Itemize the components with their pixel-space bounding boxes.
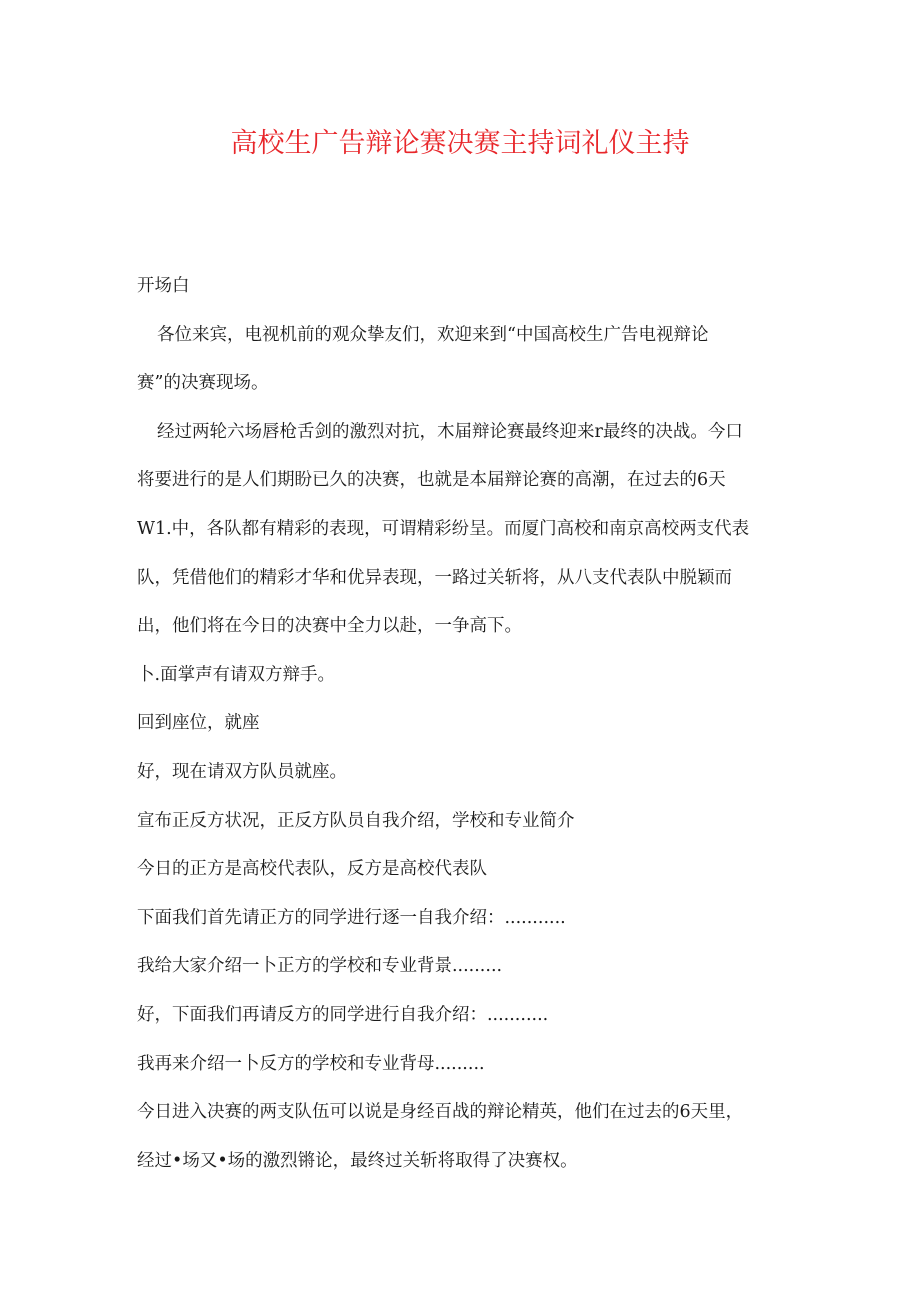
paragraph-line: 我给大家介绍一卜正方的学校和专业背景.........	[137, 956, 503, 977]
paragraph-line: 队，凭借他们的精彩才华和优异表现，一路过关斩将，从八支代表队中脱颖而	[137, 567, 732, 588]
paragraph-line: 回到座位，就座	[137, 713, 260, 734]
paragraph-line: 卜.面掌声有请双方辩手。	[137, 664, 336, 685]
paragraph-line: W1.中，各队都有精彩的表现，可谓精彩纷呈。而厦门高校和南京高校两支代表	[137, 518, 750, 539]
paragraph-line: 好，下面我们再请反方的同学进行自我介绍：...........	[137, 1004, 549, 1025]
document-body	[137, 262, 787, 1185]
paragraph-line: 经过•场又•场的激烈锵论，最终过关斩将取得了决赛权。	[137, 1150, 578, 1171]
paragraph-line: 今日的正方是高校代表队，反方是高校代表队	[137, 859, 487, 880]
section-heading-opening: 开场白	[137, 276, 190, 296]
paragraph-line: 好，现在请双方队员就座。	[137, 761, 347, 782]
paragraph-line: 将要进行的是人们期盼已久的决赛，也就是本届辩论赛的高潮，在过去的6天	[137, 470, 726, 491]
paragraph-line: 今日进入决赛的两支队伍可以说是身经百战的辩论精英，他们在过去的6天里，	[137, 1102, 744, 1123]
document-title: 高校生广告辩论赛决赛主持词礼仪主持	[230, 128, 690, 159]
paragraph-line: 经过两轮六场唇枪舌剑的激烈对抗，木届辩论赛最终迎来r最终的决战。今口	[157, 421, 743, 442]
paragraph-line: 我再来介绍一卜反方的学校和专业背母.........	[137, 1053, 485, 1074]
paragraph-line: 赛”的决赛现场。	[137, 373, 269, 394]
paragraph-line: 各位来宾，电视机前的观众挚友们，欢迎来到“中国高校生广告电视辩论	[157, 324, 709, 345]
paragraph-line: 宣布正反方状况，正反方队员自我介绍，学校和专业简介	[137, 810, 575, 831]
paragraph-line: 出，他们将在今日的决赛中全力以赴，一争高下。	[137, 616, 522, 637]
paragraph-line: 下面我们首先请正方的同学进行逐一自我介绍：...........	[137, 907, 566, 928]
